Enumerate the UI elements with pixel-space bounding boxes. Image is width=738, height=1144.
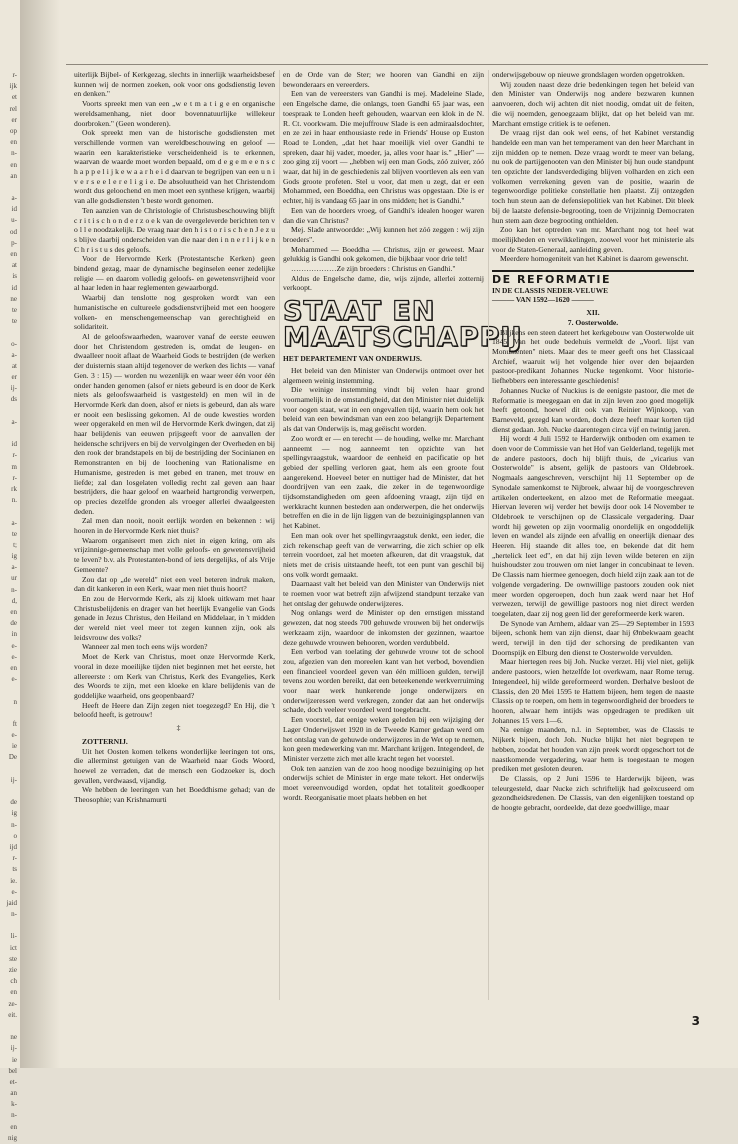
margin-fragment: te (11, 317, 17, 326)
margin-fragment: m (11, 462, 17, 471)
margin-fragment: e- (11, 675, 17, 684)
margin-fragment: od (10, 227, 17, 236)
margin-fragment: at (11, 261, 17, 270)
margin-fragment: e- (11, 887, 17, 896)
paragraph: Mej. Slade antwoordde: „Wij kunnen het zóó zeggen : wij zijn broeders". (283, 225, 484, 244)
margin-fragment: jaid (6, 898, 17, 907)
column-divider (279, 70, 280, 1000)
page-number: 3 (691, 1014, 700, 1028)
margin-fragment: et- (9, 1077, 17, 1086)
margin-fragment: is (12, 272, 17, 281)
paragraph: Johannes Nucke of Nuckius is de eenigste pastoor, die met de Reformatie is meegegaan en dat in zijn leven zoo goed mogelijk heeft getoond, hoewel dit ook van Reinier Wijnkoop, van Barneveld, gezegd kan worden, doch deze heeft maar korten tijd dienst gedaan. Joh. Nucke daarentegen circa vijf en twintig jaren. (492, 385, 694, 434)
margin-fragment: en (10, 250, 17, 258)
paragraph: Zal men dan nooit, nooit eerlijk worden en bekennen : wij hooren in de Hervormde Kerk niet thuis? (74, 516, 275, 536)
margin-fragment: en (10, 988, 17, 997)
margin-fragment: a- (11, 518, 17, 527)
margin-fragment: et (11, 93, 17, 102)
margin-fragment (0, 182, 20, 193)
margin-fragment: ict (10, 943, 17, 952)
margin-fragment: De (8, 753, 17, 762)
margin-fragment: r- (12, 854, 17, 863)
margin-fragment: ie (11, 742, 17, 751)
margin-fragment: at (11, 361, 17, 370)
paragraph: Zou dat op „de wereld" niet een veel beteren indruk maken, dan dit kankeren in een Kerk, waar men niet thuis hoort? (74, 574, 275, 594)
margin-fragment: r- (12, 451, 17, 460)
paragraph: en de Orde van de Ster; we hooren van Gandhi en zijn bewonderaars en vereerders. (283, 70, 484, 89)
margin-fragment: n- (11, 910, 17, 919)
margin-fragment: zie (8, 966, 17, 974)
gandhi-article (283, 70, 484, 293)
margin-fragment: n- (11, 585, 17, 594)
paragraph: Heeft de Heere dan Zijn zegen niet toegezegd? En Hij, die 't beloofd heeft, is getrouw! (74, 700, 275, 720)
paragraph: Voor de Hervormde Kerk (Protestantsche Kerken) geen bindend gezag, maar de dynamische beginselen eener zedelijke religie — en daarom volledig geloofs- en gewetensvrijheid voor al haar leden in haar reglementen gewaarborgd. (74, 254, 275, 293)
paragraph: We hebben de leeringen van het Boeddhisme gehad; van de Theosophie; van Krishnamurti (74, 785, 275, 805)
margin-fragment (0, 920, 20, 931)
margin-fragment: o- (11, 339, 17, 348)
paragraph: De Classis, op 2 Juni 1596 te Harderwijk bijeen, was teleurgesteld, daar Nucke zich schriftelijk had geëxcuseerd om gezondheidsredenen. De Classis, van den eigenlijken toestand op de hoogte gebracht, oordeelde, dat deze goedwillige, maar (492, 773, 694, 813)
column-2 (283, 70, 523, 1000)
margin-fragment: en (10, 663, 17, 672)
margin-fragment: n (13, 697, 17, 706)
paragraph: Een voorstel, dat eenige weken geleden bij een wijziging der Lager Onderwijswet 1920 in de Tweede Kamer gedaan werd om het ontslag van de gehuwde onderwijzeres in de Wet op te nemen, kon geen medewerking van mr. Marchant krijgen. Integendeel, de Minister verzette zich met alle kracht tegen het voorstel. (283, 715, 484, 763)
paragraph: Na eenige maanden, n.l. in September, was de Classis te Nijkerk bijeen, doch Joh. Nucke blijkt het niet begrepen te hebben, zoodat het houden van zijn preek wordt opgeschort tot de naastkomende vergadering, waar hem is toegestaan te mogen prediken met gesloten deuren. (492, 725, 694, 774)
paragraph: Wanneer zal men toch eens wijs worden? (82, 642, 208, 652)
article-heading: ZOTTERNIJ. (82, 736, 128, 746)
paragraph: Al de geloofswaarheden, waarover vanaf de eerste eeuwen door het Christendom gestreden is, omdat de leugen- en dwaalleer nooit aflaat de Waarheid Gods te bestrijden (de werken der duisternis staan altijd tegenover de werken des lichts — vanaf Gen. 3 : 15) — worden nu wezenlijk en waar weer één voor één onder handen genomen (alsof er niets gebeurd is en door de Kerk niets als geloofswaarheid is vastgesteld) en men wil in de Hervormde Kerk dan doen, alsof er niets is gebeurd, dan als ware er nooit een beslissing gekomen. Al de oude kwesties worden weer opgerakeld en men wil de Hervormde Kerk dwingen, dat zij haar belijdenis van eeuwen prijsgeeft voor de aanvallen der heidensche schrijvers en bij de vervolgingen der Overheden en bij den rook der brandstapels en bij de bestrijding der Socinianen en Remonstranten en bij de loochening van Rationalisme en Humanisme, gestreden is met gebed en tranen, met trouw en liefde; zal dan losgelaten volledig recht zal geven aan haar bestrijders, die haar geloof en waarheid hartgrondig verwerpen, op precies dezelfde gronden als vroeger allerlei dwaalgeesten deden. (74, 331, 275, 516)
margin-fragment (0, 506, 20, 517)
margin-fragment (0, 428, 20, 439)
column-divider (488, 70, 489, 1000)
paragraph: Een van de vereersters van Gandhi is mej. Madeleine Slade, een Engelsche dame, die onlangs, toen Gandhi 65 jaar was, een toespraak te Londen heeft gehouden, waarvan een klok in de N. R. Ct. voorkwam. Die mejuffrouw Slade is een admiraalsdochter, en ze zei in haar enthousiaste rede in Friends' House op Euston Road te Londen, „dat het haar moeilijk viel over Gandhi te spreken, daar hij vader, moeder, ja, alles voor haar is." „Hier" — zoo ging zij voort — „hebben wij een man Gods, zóó zuiver, zóó waar, dat hij in de geschiedenis zal blijven voortleven als een van Gods groote profeten. Stel u voor, dat men u zegt, dat er een Mohammed, een Boeddha, een Christus was opgestaan. Die is er echter, hij is vandaag 65 jaar in ons midden; het is Gandhi." (283, 89, 484, 206)
paragraph: Daarnaast valt het beleid van den Minister van Onderwijs niet te roemen voor wat betreft zijn afwijzend standpunt terzake van het ontslag der gehuwde onderwijzeres. (283, 579, 484, 608)
binding-shadow (20, 0, 60, 1068)
margin-fragment: ft (12, 719, 17, 728)
margin-fragment: de (10, 798, 17, 807)
article-title: HET DEPARTEMENT VAN ONDERWIJS. (283, 354, 422, 364)
paragraph: Maar hiertegen rees bij Joh. Nucke verzet. Hij viel niet, gelijk andere pastoors, wien hetzelfde lot overkwam, naar Rome terug. Integendeel, hij wilde gereformeerd worden. Derhalve besloot de Classis, den 20 Mei 1595 te Hattem bijeen, hem tegen de naaste Classis op te roepen, om hem in tegenwoordigheid der broeders te hooren, alwaar hem intijds was opgedragen te prediken uit Johannes 15 vers 1—6. (492, 657, 694, 725)
paragraph: Een man ook over het spellingvraagstuk denkt, een ieder, die zich rekenschap geeft van de verwarring, die zich schier op elk terrein voordoet, zal het moeten afkeuren, dat dit vraagstuk, dat niets met de crisis uitstaande heeft, tot een punt van geschil bij ons volk wordt gemaakt. (283, 530, 484, 579)
margin-fragment: d, (11, 596, 17, 605)
margin-fragment: p- (11, 238, 17, 247)
margin-fragment: en (10, 1122, 17, 1131)
margin-fragment (0, 764, 20, 775)
paragraph: Zoo wordt er — en terecht — de houding, welke mr. Marchant aanneemt — nog aanneemt ten opzichte van het spellingvraagstuk, waardoor de eenheid en pacificatie op het gebied der spelling verloren gaat, hem als een groote fout aangerekend. Hoeveel beter en nuttiger had de Minister, dat het doordrijven van een zaak, die zeker in de tegenwoordige tijdsomstandigheden om geen afdoening vraagt, zijn tijd en werkkracht kunnen besteden aan onderwerpen, die het onderwijs betreffen en die in de lijn liggen van de bezuinigingsplannen van het Kabinet. (283, 433, 484, 531)
paragraph: Waarbij dan tenslotte nog gesproken wordt van een humanistische en cultureele godsdienstvrijheid met een hoogere volken- en menschengemeenschap van gerechtigheid en solidariteit. (74, 293, 275, 332)
margin-fragment: li- (10, 932, 17, 941)
top-rule (66, 64, 708, 65)
onderwijs-article (283, 366, 484, 803)
margin-fragment (0, 685, 20, 696)
margin-fragment: a- (11, 350, 17, 359)
paragraph: Hij wordt 4 Juli 1592 te Harderwijk ontboden om examen te doen voor de Commissie van het Hof van Gelderland, tegelijk met de andere pastoors, doch hij blijft thuis, de „vicarius van Oosterwolde" is absent, gelijk de pastoors van Oldebroek. Nogmaals aangeschreven, verschijnt hij 11 September op de Synodale samenkomst te Nijbroek, alwaar hij de voorgeschreven artikelen onderteekent, en alzoo met de Reformatie meegaat. Hiervan leveren wij verder het bewijs door ook 14 November te Oldebroek te verschijnen op de Classicale vergadering. Daar wordt hij geweten op zijn voormalig onordelijk en ongoddelijk leven en wandel als zijnde een afvallig en oneerlijk dienaar des Heeren. Hij staande dit alles toe, en bekende dat dit hem „hertelick leet ed", en dat hij zijn leven wilde beteren en zijn huishoudster zou trouwen om niet langer in concubinaat te leven. De Classis nam hiermee genoegen, doch hield zijn zaak aan tot de volgende vergadering. De ownwillige pastoors zouden ook niet meer worden opgeroepen, doch hun zaak werd naar het Hof verwezen, terwijl de gewillige pastoors nog niet direct werden toegelaten, daar zij nog geen lid der gereformeerde kerk waren. (492, 434, 694, 618)
paragraph: Die weinige instemming vindt bij velen haar grond voornamelijk in de omstandigheid, dat den Minister niet duidelijk voor oogen staat, wat in een ongevallen tijd, waarin hem ook het beleid van een bewindsman van een zoo belangrijk Departement als dat van Onderwijs is, mag geëischt worden. (283, 385, 484, 434)
margin-fragment: id (11, 205, 17, 214)
margin-fragment: an (10, 1089, 17, 1098)
margin-fragment: ne (10, 1033, 17, 1042)
margin-fragment: n- (11, 149, 17, 158)
margin-fragment: er (11, 373, 17, 382)
margin-fragment: ij- (10, 1044, 17, 1053)
margin-fragment: n- (11, 820, 17, 829)
paragraph: Meerdere homogeniteit van het Kabinet is daarom gewenscht. (500, 254, 689, 264)
margin-fragment: ijk (9, 82, 17, 91)
margin-fragment: nig (8, 1133, 17, 1142)
paragraph: Voorts spreekt men van een „w e t m a t i g e en organische wereldsamenhang, niet door bovennatuurlijke willekeur doorbroken." (Geen wonderen). (74, 99, 275, 128)
margin-fragment: bel (8, 1066, 17, 1075)
paragraph: Uit het Oosten komen telkens wonderlijke leeringen tot ons, die allerminst getuigen van de Waarheid naar Gods Woord, hoewel ze verraden, dat de mensch een Godzoeker is, doch gevallen, verdwaasd, vijandig. (74, 746, 275, 785)
section-separator: ‡ (176, 723, 181, 733)
margin-fragment (0, 786, 20, 797)
margin-fragment: o (13, 831, 17, 840)
margin-fragment: r- (12, 71, 17, 79)
paragraph: Waarom organiseert men zich niet in eigen kring, om als vrijzinnige-gemeenschap met volle geloofs- en gewetensvrijheid te leven? b.v. als Protestanten-bond of iets dergelijks, of als Vrije Gemeente? (74, 535, 275, 574)
margin-fragment: in (11, 630, 17, 639)
paragraph: Een verbod van toelating der gehuwde vrouw tot de school zou, afgezien van den moreelen kant van het verbod, bovendien een financieel voordeel geven van één millioen gulden, terwijl tevens zou worden bereikt, dat een beteekenende werkverruiming voor naar werk hunkerende jonge onderwijzers en onderwijzeressen werd verkregen, zonder dat aan het onderwijs schade, doch veeleer voordeel werd toegebracht. (283, 647, 484, 715)
margin-fragment (0, 708, 20, 719)
reformatie-heading: DE REFORMATIE (492, 270, 694, 285)
margin-fragment: n. (11, 496, 17, 505)
margin-fragment: en (10, 160, 17, 169)
margin-fragment: e- (11, 731, 17, 740)
margin-fragment: ijd (9, 842, 17, 851)
column-3 (492, 70, 694, 1000)
reformatie-subheading: IN DE CLASSIS NEDER-VELUWE (492, 285, 609, 295)
margin-fragment: ig (11, 552, 17, 561)
margin-fragment: e- (11, 652, 17, 661)
paragraph: Zoo kan het optreden van mr. Marchant nog tot heel wat moeilijkheden en verwikkelingen, zoowel voor het ministerie als voor de Staten-Generaal, aanleiding geven. (492, 225, 694, 254)
reformatie-part-number: XII. (586, 308, 600, 318)
margin-fragment: ie (11, 1055, 17, 1064)
paragraph: ………………Ze zijn broeders : Christus en Gandhi." (291, 264, 456, 274)
paragraph: Moet de Kerk van Christus, moet onze Hervormde Kerk, vooral in deze moeilijke tijden niet beginnen met het eerste, het allereerste : om Kerk van Christus, Kerk des Evangelies, Kerk des Woords te zijn, met een kloeke en klare belijdenis van de goddelijke waarheid, ons geopenbaard? (74, 652, 275, 700)
paragraph: De Synode van Arnhem, aldaar van 25—29 September in 1593 bijeen, schonk hem van zijn dienst, daar hij Ønbekwaam geacht werd, terwijl in den tijd der schorsing de predikanten van Doornspijk en Elburg den dienst te Oosterwolde vervulden. (492, 618, 694, 657)
masthead-line-1: STAAT EN (283, 296, 436, 328)
margin-fragment: er (11, 115, 17, 124)
paragraph: Ook ten aanzien van de zoo hoog noodige bezuiniging op het onderwijs schiet de Minister in erge mate tekort. Het onderwijs moet vereenvoudigd worden, opdat het totaliteit goedkooper wordt. Reorganisatie moet plaats hebben en het (283, 763, 484, 802)
margin-fragment: te (11, 305, 17, 314)
margin-fragment: n- (11, 1111, 17, 1120)
margin-fragment: ze- (8, 999, 17, 1008)
margin-fragment: en (10, 138, 17, 147)
margin-fragment: op (10, 126, 17, 135)
paragraph: uiterlijk Bijbel- of Kerkgezag, slechts in innerlijk waarheidsbesef kunnen wij de normen zoeken, ook voor ons godsdienstig leven en denken." (74, 70, 275, 99)
margin-fragment: ne (10, 294, 17, 303)
margin-fragment: ij- (10, 775, 17, 784)
onderwijs-article-continued (492, 70, 694, 264)
margin-fragment: ij- (10, 384, 17, 393)
paragraph: Een van de hoorders vroeg, of Gandhi's idealen hooger waren dan die van Christus? (283, 205, 484, 225)
paragraph: Het beleid van den Minister van Onderwijs ontmoet over het algemeen weinig instemming. (283, 365, 484, 385)
margin-fragment: id (11, 440, 17, 449)
paragraph: En zou de Hervormde Kerk, als zij kloek uitkwam met haar Christusbelijdenis en drager van het heerlijk Evangelie van Gods genade in Jezus Christus, den Heiland en Middelaar, in 't midden der wereld niet veel meer tot zegen kunnen zijn, ook als leidsvrouw des volks? (74, 593, 275, 642)
margin-fragment: t; (13, 540, 17, 549)
margin-fragment: ch (10, 977, 17, 986)
margin-fragment: en (10, 608, 17, 616)
paragraph: Ten aanzien van de Christologie of Christusbeschouwing blijft c r i t i s c h o n d e r z o e k van de overgeleverde berichten ten v o l l e noodzakelijk. De vraag naar den h i s t o r i s c h e n J e z u s blijve daarbij onderscheiden van die naar den i n n e r l i j k e n C h r i s t u s des geloofs. (74, 205, 275, 254)
paragraph: Blijkens een steen dateert het kerkgebouw van Oosterwolde uit 1845. Van het oude bedehuis vermeldt de „Voorl. lijst van Monumenten" niets. Maar des te meer geeft ons het Classicaal Archief, waaruit wij het volgende hier over den bejaarden pastoor-predikant Johannes Nucke tegenkomt. Voor historie-liefhebbers een interessante geschiedenis! (492, 327, 694, 386)
paragraph: Aldus de Engelsche dame, die, wijs zijnde, allerlei zotternij verkoopt. (283, 273, 484, 293)
margin-fragment: a- (11, 563, 17, 572)
margin-fragment: ds (10, 395, 17, 404)
margin-fragment: e- (11, 641, 17, 650)
margin-fragment: an (10, 171, 17, 180)
reformatie-article (492, 328, 694, 813)
margin-fragment: rk (11, 484, 17, 493)
margin-fragment: ts (12, 865, 17, 874)
masthead-line-2: MAATSCHAPPIJ (283, 322, 523, 354)
previous-page-margin-text (0, 70, 20, 1142)
margin-fragment (0, 1021, 20, 1032)
margin-fragment: ur (11, 574, 17, 583)
margin-fragment: de (10, 619, 17, 628)
section-masthead (283, 296, 523, 354)
margin-fragment: id (11, 283, 17, 292)
margin-fragment: te (11, 529, 17, 538)
margin-fragment: rel (9, 104, 17, 113)
margin-fragment: r- (12, 473, 17, 482)
paragraph: Ook spreekt men van de historische godsdiensten met verschillende vormen van wereldbeschouwing en geloof — waarin een karakteristieke verscheidenheid is te erkennen, waarvan de waarde moet worden bepaald, om d e g e m e e n s c h a p p e l i j k e w a a r h e i d daarvan te begrijpen van een u n i v e r s e e l e r e l i g i e. De absoluutheid van het Christendom wordt dus geloochend en men moet een synthese krijgen, waarbij van alle godsdiensten 't beste wordt genomen. (74, 128, 275, 206)
margin-fragment (0, 327, 20, 338)
reformatie-place: 7. Oosterwolde. (567, 317, 619, 327)
margin-fragment (0, 406, 20, 417)
paragraph: Mohammed — Boeddha — Christus, zijn er geweest. Maar gelukkig is Gandhi ook gekomen, die bijkbaar voor drie telt! (283, 244, 484, 264)
reformatie-years: ——— VAN 1592—1620 ——— (492, 295, 594, 305)
paragraph: onderwijsgebouw op nieuwe grondslagen worden opgetrokken. (492, 70, 685, 79)
paragraph: De vraag rijst dan ook wel eens, of het Kabinet verstandig handelde een man van het temperament van den heer Marchant in zijn midden op te nemen. Deze vraag wordt te meer van belang, nu ook de partijgenooten van den Minister bij hun oude standpunt ten opzichte der landsverdediging blijven volharden en zich een volkomen verrekening geven van de positie, waarin de tegenwoordige politieke constellatie hen plaatst. Zij ontzegden toch hun steun aan de defensiepolitiek van het Kabinet. Dit bleek bij de laatste defensie-begrooting, toen de Vrijzinnig Democraten hun stem aan deze begrooting onthielden. (492, 128, 694, 225)
margin-fragment: a- (11, 417, 17, 426)
margin-fragment: u- (11, 216, 17, 225)
margin-fragment: a- (11, 194, 17, 203)
margin-fragment: eit. (8, 1010, 17, 1019)
margin-fragment: ig (11, 809, 17, 818)
margin-fragment: k- (11, 1100, 17, 1109)
margin-fragment: ste (9, 954, 17, 963)
paragraph: Wij zouden naast deze drie bedenkingen tegen het beleid van den Minister van Onderwijs nog andere bezwaren kunnen aanvoeren, doch wij achten dit niet noodig, omdat uit de feiten, die wij noemden, genoegzaam blijkt, dat op het beleid van mr. Marchant ernstige critiek is te oefenen. (492, 79, 694, 128)
margin-fragment: ie. (10, 876, 17, 885)
paragraph: Nog onlangs werd de Minister op den ernstigen misstand gewezen, dat nog steeds 700 gehuwde vrouwen bij het onderwijs werkzaam zijn, waardoor de inkomsten der gezinnen, waartoe deze gehuwde vrouwen behooren, worden verdubbeld. (283, 608, 484, 647)
column-1 (74, 70, 275, 1000)
